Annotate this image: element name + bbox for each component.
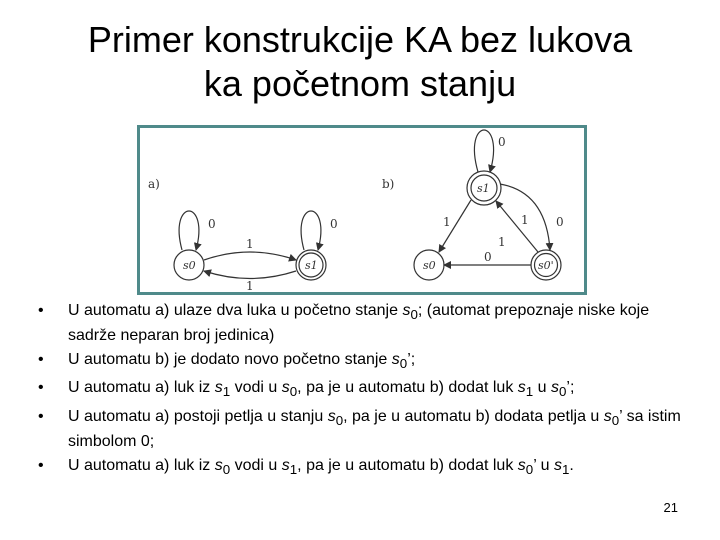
b-state-s0-label: s0 xyxy=(423,259,436,272)
bullet-3: • U automatu a) luk iz $s_1$ vodi u $s_0$, pa je u automatu b) dodat luk $s_1$ u $s_0$’; xyxy=(38,377,698,402)
label-a: a) xyxy=(148,177,160,191)
automata-figure xyxy=(137,125,587,295)
b-edge-mid-label: 1 xyxy=(498,235,506,249)
a-loop-s0-label: 0 xyxy=(208,217,216,231)
b-state-s0p-label: s0' xyxy=(538,259,554,272)
bullet-5: • U automatu a) luk iz $s_0$ vodi u $s_1$, pa je u automatu b) dodat luk $s_0$’ u $s_1$. xyxy=(38,455,698,480)
b-edge-s1-s0p-label: 0 xyxy=(556,215,564,229)
b-loop-s1-label: 0 xyxy=(498,135,506,149)
b-edge-s1-s0-label: 1 xyxy=(443,215,451,229)
page-number: 21 xyxy=(663,500,678,515)
b-edge-s0p-s0-label: 0 xyxy=(484,250,492,264)
a-loop-s0 xyxy=(179,211,199,250)
a-arc-s1-s0 xyxy=(204,271,296,279)
b-state-s1-label: s1 xyxy=(477,182,490,195)
b-edge-s0p-s1-label: 1 xyxy=(521,213,529,227)
bullet-list xyxy=(38,300,698,483)
a-arc-s0-s1 xyxy=(204,252,296,260)
a-arc-top-label: 1 xyxy=(246,237,254,251)
a-state-s1-label: s1 xyxy=(305,259,318,272)
automata-diagram xyxy=(140,128,584,292)
bullet-2: • U automatu b) je dodato novo početno stanje $s_0$’; xyxy=(38,349,698,374)
a-loop-s1-label: 0 xyxy=(330,217,338,231)
title-line-2: ka početnom stanju xyxy=(203,63,517,104)
a-state-s0-label: s0 xyxy=(183,259,196,272)
slide-title xyxy=(0,18,720,106)
a-arc-bottom-label: 1 xyxy=(246,279,254,292)
title-line-1: Primer konstrukcije KA bez lukova xyxy=(87,19,633,60)
a-loop-s1 xyxy=(301,211,321,250)
b-loop-s1 xyxy=(474,130,493,172)
bullet-4: • U automatu a) postoji petlja u stanju $s_0$, pa je u automatu b) dodata petlja u $s_0$’ sa istim simbolom 0; xyxy=(38,406,698,452)
bullet-1: • U automatu a) ulaze dva luka u početno stanje $s_0$; (automat prepoznaje niske koje sadrže neparan broj jedinica) xyxy=(38,300,698,346)
label-b: b) xyxy=(382,177,395,191)
